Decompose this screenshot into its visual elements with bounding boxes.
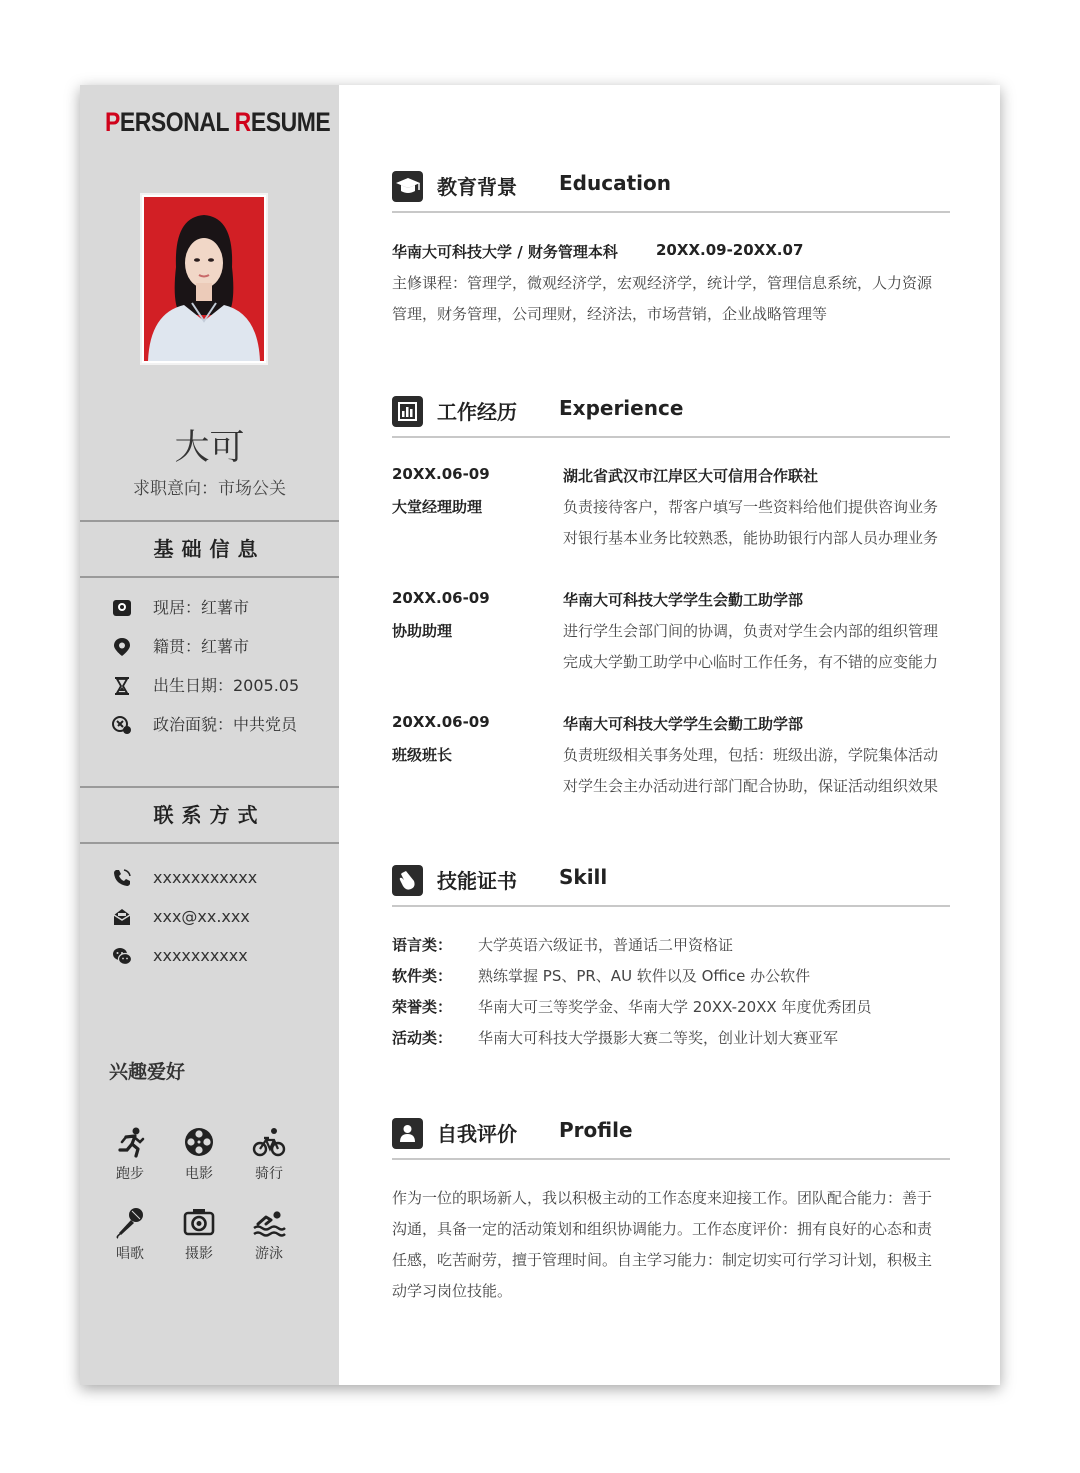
exp-org: 华南大可科技大学学生会勤工助学部	[563, 715, 804, 733]
home-icon	[112, 598, 132, 618]
exp-desc-line: 完成大学勤工助学中心临时工作任务，有不错的应变能力	[563, 653, 939, 671]
mail-icon	[112, 907, 132, 927]
hobby-swimming: 游泳	[239, 1205, 299, 1263]
skill-text: 华南大可科技大学摄影大赛二等奖，创业计划大赛亚军	[478, 1029, 839, 1047]
candidate-name: 大可	[174, 428, 245, 468]
sidebar: PERSONAL RESUME 大可 求职意向：市场公关 基础信息 现居：红薯市 籍贯：红薯市 出生日期：2005.05 政治面貌：中共党员 联系方式 xxxxxxxxxxx xxx@xx.xxx xxxxxxxxxx 兴趣爱好 跑步 电影 骑行 唱歌 摄影 游泳	[80, 85, 339, 1385]
edu-school: 华南大可科技大学 / 财务管理本科	[392, 243, 618, 261]
hobby-running: 跑步	[100, 1125, 160, 1183]
skill-label: 软件类：	[392, 967, 453, 985]
exp-role: 协助助理	[392, 622, 453, 640]
camera-icon	[182, 1205, 216, 1239]
profile-photo	[140, 193, 268, 365]
hand-cursor-icon	[392, 865, 423, 896]
resume-page	[80, 85, 1000, 1385]
edu-period: 20XX.09-20XX.07	[656, 241, 804, 259]
exp-desc-line: 对学生会主办活动进行部门配合协助，保证活动组织效果	[563, 777, 939, 795]
hobby-photography: 摄影	[169, 1205, 229, 1263]
exp-date: 20XX.06-09	[392, 713, 490, 731]
profile-line: 动学习岗位技能。	[392, 1282, 513, 1300]
running-icon	[113, 1125, 147, 1159]
exp-org: 湖北省武汉市江岸区大可信用合作联社	[563, 467, 819, 485]
hobby-movie: 电影	[169, 1125, 229, 1183]
hobby-cycling: 骑行	[239, 1125, 299, 1183]
skill-label: 荣誉类：	[392, 998, 453, 1016]
bar-chart-icon	[392, 396, 423, 427]
exp-date: 20XX.06-09	[392, 465, 490, 483]
bicycle-icon	[252, 1125, 286, 1159]
job-intent: 求职意向：市场公关	[133, 479, 286, 499]
party-icon	[112, 715, 132, 735]
exp-role: 大堂经理助理	[392, 498, 483, 516]
skill-heading: 技能证书 Skill	[392, 863, 950, 907]
experience-heading: 工作经历 Experience	[392, 394, 950, 438]
skill-label: 活动类：	[392, 1029, 453, 1047]
contact-heading: 联系方式	[80, 786, 339, 844]
exp-desc-line: 对银行基本业务比较熟悉，能协助银行内部人员办理业务	[563, 529, 939, 547]
skill-label: 语言类：	[392, 936, 453, 954]
education-heading: 教育背景 Education	[392, 169, 950, 213]
skill-text: 熟练掌握 PS、PR、AU 软件以及 Office 办公软件	[478, 967, 811, 985]
resume-logo: PERSONAL RESUME	[105, 107, 331, 137]
hobbies-heading: 兴趣爱好	[109, 1061, 186, 1083]
skill-text: 大学英语六级证书，普通话二甲资格证	[478, 936, 734, 954]
exp-role: 班级班长	[392, 746, 453, 764]
edu-courses-line: 管理，财务管理，公司理财，经济法，市场营销，企业战略管理等	[392, 305, 828, 323]
profile-line: 作为一位的职场新人，我以积极主动的工作态度来迎接工作。团队配合能力：善于	[392, 1189, 933, 1207]
profile-line: 沟通，具备一定的活动策划和组织协调能力。工作态度评价：拥有良好的心态和责	[392, 1220, 933, 1238]
profile-heading: 自我评价 Profile	[392, 1116, 950, 1160]
skill-text: 华南大可三等奖学金、华南大学 20XX-20XX 年度优秀团员	[478, 998, 872, 1016]
graduation-cap-icon	[392, 171, 423, 202]
exp-date: 20XX.06-09	[392, 589, 490, 607]
hourglass-icon	[112, 676, 132, 696]
exp-org: 华南大可科技大学学生会勤工助学部	[563, 591, 804, 609]
film-reel-icon	[182, 1125, 216, 1159]
microphone-icon	[113, 1205, 147, 1239]
hobby-singing: 唱歌	[100, 1205, 160, 1263]
profile-line: 任感，吃苦耐劳，擅于管理时间。自主学习能力：制定切实可行学习计划，积极主	[392, 1251, 933, 1269]
wechat-icon	[112, 946, 132, 966]
exp-desc-line: 负责接待客户，帮客户填写一些资料给他们提供咨询业务	[563, 498, 939, 516]
swimming-icon	[252, 1205, 286, 1239]
exp-desc-line: 进行学生会部门间的协调，负责对学生会内部的组织管理	[563, 622, 939, 640]
edu-courses-line: 主修课程：管理学，微观经济学，宏观经济学，统计学，管理信息系统，人力资源	[392, 274, 933, 292]
location-pin-icon	[112, 637, 132, 657]
basic-info-heading: 基础信息	[80, 520, 339, 578]
phone-icon	[112, 868, 132, 888]
main-content	[339, 85, 1000, 1385]
exp-desc-line: 负责班级相关事务处理，包括：班级出游，学院集体活动	[563, 746, 939, 764]
person-icon	[392, 1118, 423, 1149]
